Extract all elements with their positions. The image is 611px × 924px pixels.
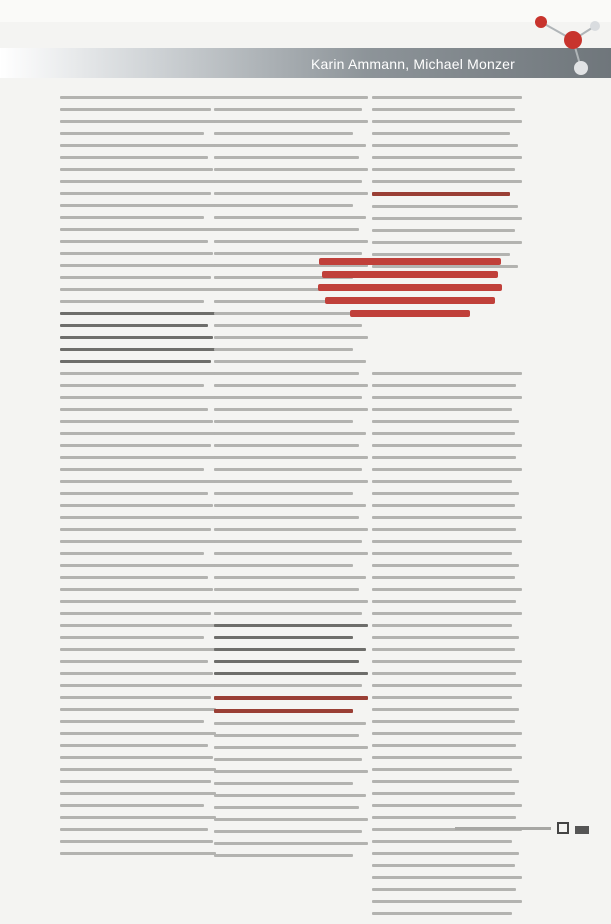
text-line [60,672,213,675]
text-line [214,252,362,255]
text-line [214,806,359,809]
text-line [60,348,216,351]
text-line [372,253,510,256]
text-line [214,818,368,821]
text-line [372,217,522,220]
text-line [60,132,204,135]
text-line [372,672,516,675]
text-line [372,552,512,555]
text-line [60,96,216,99]
text-line [214,480,368,483]
text-line [214,660,359,663]
text-line [372,205,518,208]
text-line [372,144,518,147]
text-line [372,744,516,747]
text-line [372,852,519,855]
text-line [214,770,368,773]
text-line [214,132,353,135]
text-line [372,372,522,375]
text-line [60,768,216,771]
text-line [372,888,516,891]
text-line [60,660,208,663]
text-line [214,516,359,519]
text-line [60,648,216,651]
text-line [372,804,522,807]
text-line [214,372,359,375]
text-line [60,144,216,147]
text-line [214,396,362,399]
text-line [60,108,211,111]
text-line [372,648,515,651]
text-line [214,168,368,171]
text-line [60,252,213,255]
text-line [214,648,366,651]
text-line [372,576,515,579]
text-line [60,780,211,783]
text-line [60,468,204,471]
text-line [60,852,216,855]
text-line [60,744,208,747]
text-line [372,588,522,591]
text-column-2 [214,96,368,866]
text-line [214,564,353,567]
text-line [372,564,519,567]
text-line [214,696,368,700]
footer-magazine-line [455,827,551,830]
text-line [372,132,510,135]
text-line [372,384,516,387]
text-line [372,864,515,867]
text-line [372,480,512,483]
text-line [372,192,510,196]
text-line [372,540,522,543]
text-line [214,444,359,447]
text-line [372,792,515,795]
text-line [60,156,208,159]
text-line [60,600,216,603]
text-line [214,492,353,495]
text-line [214,120,368,123]
text-line [60,480,216,483]
text-line [60,264,216,267]
text-line [214,734,359,737]
text-line [372,504,515,507]
text-line [60,588,213,591]
text-line [372,241,522,244]
text-line [372,612,522,615]
text-line [60,576,208,579]
text-line [372,876,522,879]
text-line [372,660,522,663]
text-line [214,504,366,507]
text-line [214,96,368,99]
text-line [372,696,512,699]
top-strip [0,0,611,22]
text-line [60,552,204,555]
text-line [60,540,216,543]
text-line [214,612,362,615]
text-line [372,492,519,495]
text-line [60,708,216,711]
text-line [60,324,208,327]
text-line [60,456,216,459]
text-line [214,432,366,435]
text-line [60,804,204,807]
text-column-3-top [372,96,522,277]
header-bar [0,48,611,78]
text-line [372,900,522,903]
page-number-mark [575,826,589,834]
text-line [372,732,522,735]
text-line [214,420,353,423]
text-line [60,528,211,531]
text-line [372,229,515,232]
text-line [60,684,216,687]
text-line [60,276,211,279]
text-line [60,240,208,243]
text-line [214,782,353,785]
text-line [214,108,362,111]
text-line [214,842,368,845]
text-line [60,840,213,843]
text-line [214,204,353,207]
text-line [60,288,216,291]
text-column-3-bottom [372,372,522,924]
text-line [372,816,516,819]
text-line [372,120,522,123]
text-line [60,312,216,315]
text-line [214,180,362,183]
text-line [60,408,208,411]
text-line [214,240,368,243]
text-line [372,516,522,519]
text-line [214,794,366,797]
text-line [60,360,211,363]
text-line [60,624,216,627]
text-line [372,780,519,783]
text-line [60,504,213,507]
text-line [60,492,208,495]
text-line [214,540,362,543]
text-line [60,732,216,735]
text-line [60,564,216,567]
text-line [60,168,213,171]
text-line [60,696,211,699]
text-line [214,384,368,387]
text-line [372,768,512,771]
text-line [214,709,353,713]
text-line [60,216,204,219]
text-line [60,432,216,435]
text-line [372,444,522,447]
text-line [60,420,213,423]
text-line [60,204,216,207]
text-line [372,408,512,411]
text-line [214,552,368,555]
text-line [60,792,216,795]
text-line [372,432,515,435]
text-line [214,854,353,857]
text-line [60,636,204,639]
text-line [214,588,359,591]
text-line [372,708,519,711]
text-line [214,528,368,531]
text-line [60,612,211,615]
article-authors: Karin Ammann, Michael Monzer [310,56,515,72]
text-column-1 [60,96,216,864]
text-line [214,636,353,639]
magazine-logo-icon [557,822,569,834]
pull-quote [314,258,506,360]
text-line [372,840,512,843]
text-line [372,456,516,459]
text-line [372,684,522,687]
text-line [372,600,516,603]
text-line [372,912,512,915]
text-line [214,722,366,725]
text-line [60,516,216,519]
text-line [214,456,368,459]
text-line [60,720,204,723]
text-line [60,384,204,387]
text-line [372,180,522,183]
text-line [60,828,208,831]
text-line [60,180,216,183]
text-line [372,756,522,759]
text-line [214,830,362,833]
text-line [214,684,362,687]
text-line [214,468,362,471]
text-line [60,228,216,231]
text-line [60,396,216,399]
text-line [372,624,512,627]
text-line [214,758,362,761]
text-line [60,120,216,123]
text-line [60,756,213,759]
text-line [214,624,368,627]
text-line [60,372,216,375]
text-line [214,216,366,219]
molecule-logo-icon [521,6,607,86]
text-line [372,528,516,531]
text-line [214,228,359,231]
text-line [214,144,366,147]
text-line [372,168,515,171]
text-line [372,156,522,159]
text-line [372,396,522,399]
text-line [214,360,366,363]
text-line [60,300,204,303]
text-line [372,636,519,639]
text-line [372,468,522,471]
text-line [214,672,368,675]
text-line [214,156,359,159]
text-line [214,600,368,603]
text-line [60,336,213,339]
text-line [372,96,522,99]
text-line [214,408,368,411]
text-line [372,420,519,423]
text-line [214,746,368,749]
text-line [60,816,216,819]
text-line [214,576,366,579]
text-line [372,720,515,723]
text-line [214,192,368,195]
text-line [372,108,515,111]
text-line [60,444,211,447]
text-line [60,192,211,195]
